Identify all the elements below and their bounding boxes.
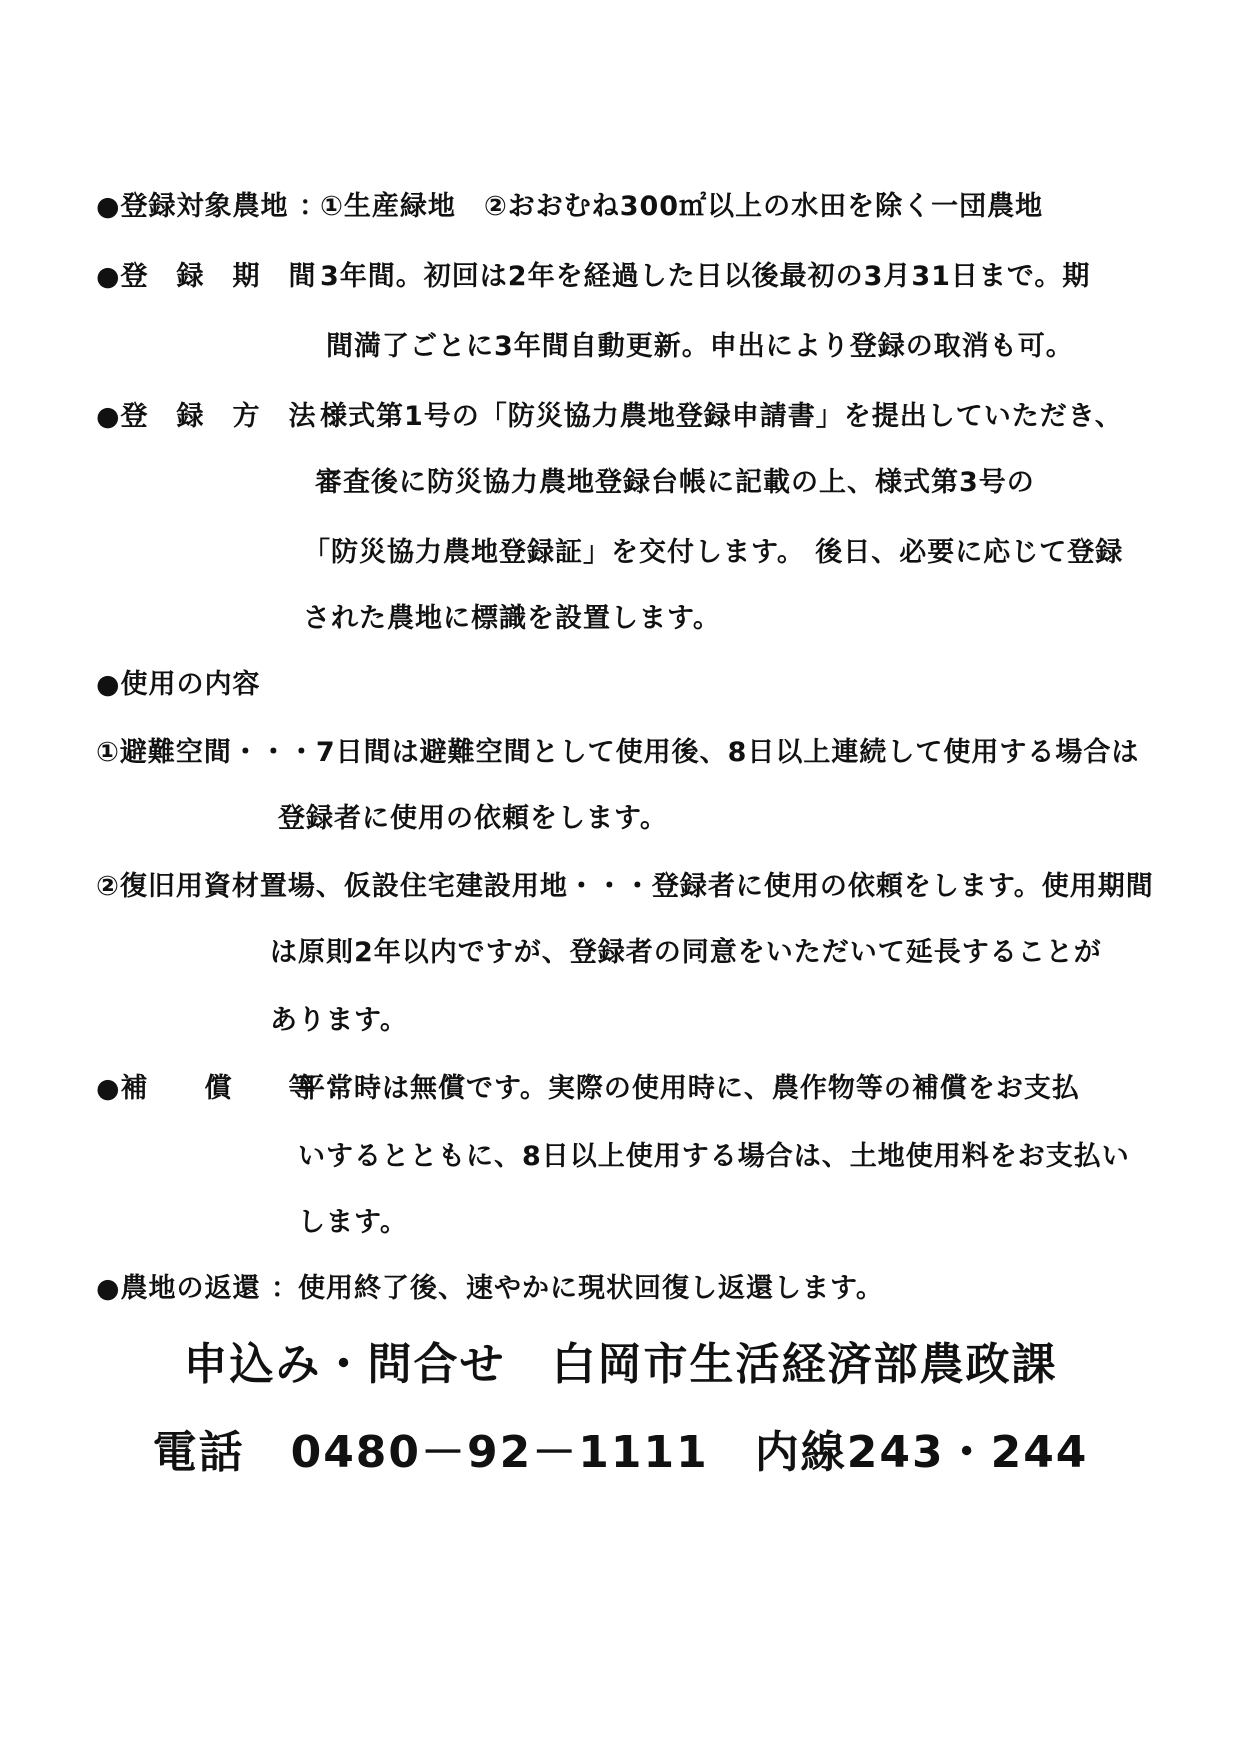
- compensation-label: ●補 償 等 ：: [96, 1073, 355, 1104]
- target-farmland-label: ●登録対象農地 ：: [96, 191, 327, 222]
- registration-method-line-2: 審査後に防災協力農地登録台帳に記載の上、様式第3号の: [315, 467, 1035, 498]
- contact-phone: 電話 0480－92－1111 内線243・244: [152, 1427, 1089, 1478]
- farmland-return-label: ●農地の返還 ：: [96, 1273, 299, 1304]
- registration-method-line-4: された農地に標識を設置します。: [303, 603, 721, 634]
- compensation-line-1: 平常時は無償です。実際の使用時に、農作物等の補償をお支払: [298, 1073, 1080, 1104]
- usage-item-2-line-1: ②復旧用資材置場、仮設住宅建設用地・・・登録者に使用の依頼をします。使用期間: [96, 871, 1154, 902]
- target-farmland-text: ①生産緑地 ②おおむね300㎡以上の水田を除く一団農地: [320, 191, 1044, 222]
- usage-item-2-line-3: あります。: [270, 1005, 408, 1036]
- registration-period-line-1: 3年間。初回は2年を経過した日以後最初の3月31日まで。期: [320, 261, 1091, 292]
- compensation-line-2: いするとともに、8日以上使用する場合は、土地使用料をお支払い: [298, 1141, 1130, 1172]
- usage-heading: ●使用の内容: [96, 669, 261, 700]
- usage-item-1-line-2: 登録者に使用の依頼をします。: [278, 803, 668, 834]
- farmland-return-text: 使用終了後、速やかに現状回復し返還します。: [298, 1273, 884, 1304]
- registration-method-label: ●登 録 方 法 ：: [96, 401, 355, 432]
- compensation-line-3: します。: [298, 1207, 408, 1238]
- contact-department: 申込み・問合せ 白岡市生活経済部農政課: [183, 1339, 1058, 1390]
- registration-period-line-2: 間満了ごとに3年間自動更新。申出により登録の取消も可。: [326, 331, 1074, 362]
- registration-period-label: ●登 録 期 間 ：: [96, 261, 355, 292]
- usage-item-2-line-2: は原則2年以内ですが、登録者の同意をいただいて延長することが: [270, 937, 1102, 968]
- registration-method-line-3: 「防災協力農地登録証」を交付します。 後日、必要に応じて登録: [303, 537, 1124, 568]
- registration-method-line-1: 様式第1号の「防災協力農地登録申請書」を提出していただき、: [320, 401, 1123, 432]
- usage-item-1-line-1: ①避難空間・・・7日間は避難空間として使用後、8日以上連続して使用する場合は: [96, 737, 1140, 768]
